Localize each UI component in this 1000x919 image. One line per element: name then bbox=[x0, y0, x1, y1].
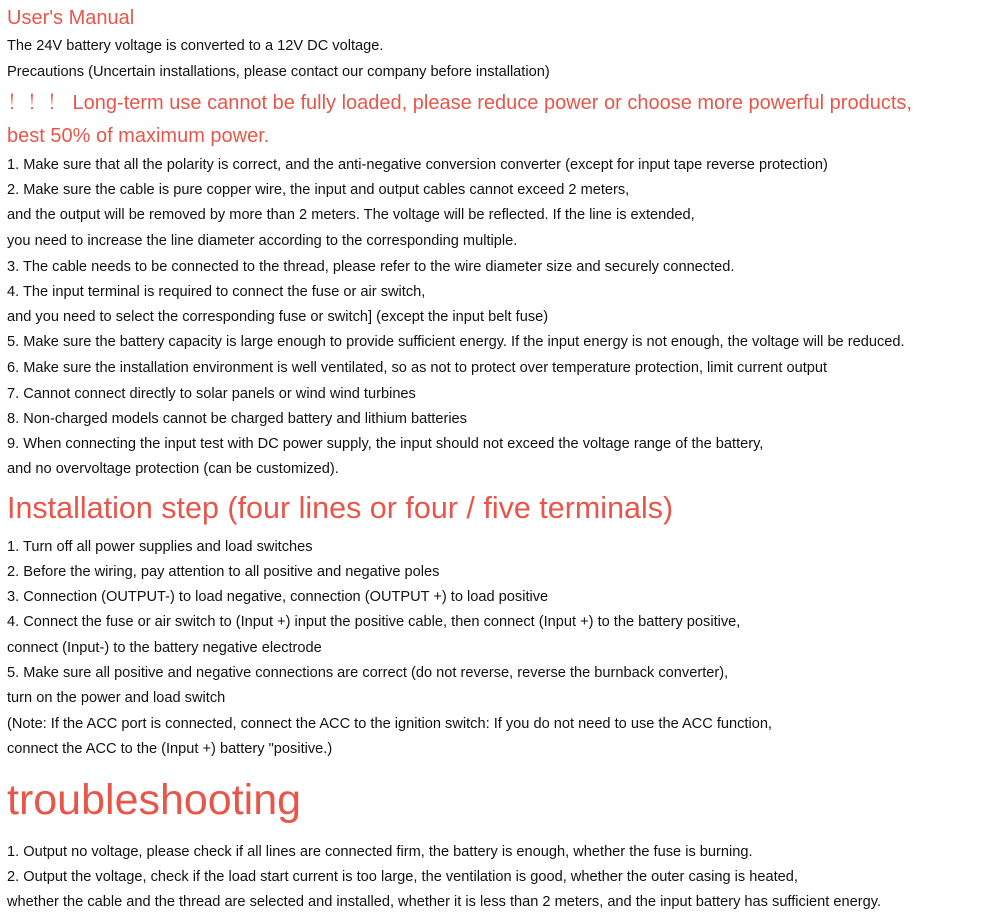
precaution-item: 6. Make sure the installation environment is well ventilated, so as not to protect over temperature protection, limit current output bbox=[7, 360, 828, 376]
precaution-item: and you need to select the corresponding fuse or switch] (except the input belt fuse) bbox=[7, 309, 549, 325]
installation-heading: Installation step (four lines or four / five terminals) bbox=[7, 491, 674, 525]
precaution-item: 5. Make sure the battery capacity is large enough to provide sufficient energy. If the input energy is not enough, the voltage will be reduced. bbox=[7, 334, 905, 350]
precaution-item: 4. The input terminal is required to connect the fuse or air switch, bbox=[7, 284, 426, 300]
installation-step: 3. Connection (OUTPUT-) to load negative, connection (OUTPUT +) to load positive bbox=[7, 589, 549, 605]
precaution-item: 9. When connecting the input test with DC power supply, the input should not exceed the voltage range of the battery, bbox=[7, 436, 764, 452]
precaution-item: 8. Non-charged models cannot be charged battery and lithium batteries bbox=[7, 411, 467, 427]
intro-text: The 24V battery voltage is converted to a 12V DC voltage. bbox=[7, 38, 384, 54]
installation-step: 2. Before the wiring, pay attention to all positive and negative poles bbox=[7, 564, 440, 580]
warning-line-2: best 50% of maximum power. bbox=[7, 125, 270, 147]
troubleshooting-item: 2. Output the voltage, check if the load start current is too large, the ventilation is good, whether the outer casing is heated, bbox=[7, 869, 798, 885]
precaution-item: and no overvoltage protection (can be customized). bbox=[7, 461, 339, 477]
installation-step: 4. Connect the fuse or air switch to (Input +) input the positive cable, then connect (Input +) to the battery positive, bbox=[7, 614, 741, 630]
installation-step: connect the ACC to the (Input +) battery "positive.) bbox=[7, 741, 333, 757]
warning-line-1: ！！！ Long-term use cannot be fully loaded, please reduce power or choose more powerful products, bbox=[7, 92, 912, 114]
installation-step: 5. Make sure all positive and negative connections are correct (do not reverse, reverse the burnback converter), bbox=[7, 665, 729, 681]
precaution-item: 3. The cable needs to be connected to the thread, please refer to the wire diameter size and securely connected. bbox=[7, 259, 735, 275]
precaution-item: 7. Cannot connect directly to solar panels or wind wind turbines bbox=[7, 386, 416, 402]
installation-step: connect (Input-) to the battery negative electrode bbox=[7, 640, 322, 656]
troubleshooting-item: whether the cable and the thread are selected and installed, whether it is less than 2 meters, and the input battery has sufficient energy. bbox=[7, 894, 881, 910]
troubleshooting-item: 1. Output no voltage, please check if all lines are connected firm, the battery is enough, whether the fuse is burning. bbox=[7, 844, 753, 860]
precaution-item: and the output will be removed by more than 2 meters. The voltage will be reflected. If the line is extended, bbox=[7, 207, 695, 223]
precautions-heading: Precautions (Uncertain installations, please contact our company before installation) bbox=[7, 64, 550, 80]
precaution-item: 1. Make sure that all the polarity is correct, and the anti-negative conversion converter (except for input tape reverse protection) bbox=[7, 157, 828, 173]
installation-step: 1. Turn off all power supplies and load switches bbox=[7, 539, 313, 555]
troubleshooting-heading: troubleshooting bbox=[7, 776, 302, 824]
precaution-item: you need to increase the line diameter according to the corresponding multiple. bbox=[7, 233, 518, 249]
installation-step: (Note: If the ACC port is connected, connect the ACC to the ignition switch: If you do not need to use the ACC function, bbox=[7, 716, 772, 732]
precaution-item: 2. Make sure the cable is pure copper wire, the input and output cables cannot exceed 2 meters, bbox=[7, 182, 630, 198]
users-manual-heading: User's Manual bbox=[7, 7, 135, 29]
installation-step: turn on the power and load switch bbox=[7, 690, 226, 706]
